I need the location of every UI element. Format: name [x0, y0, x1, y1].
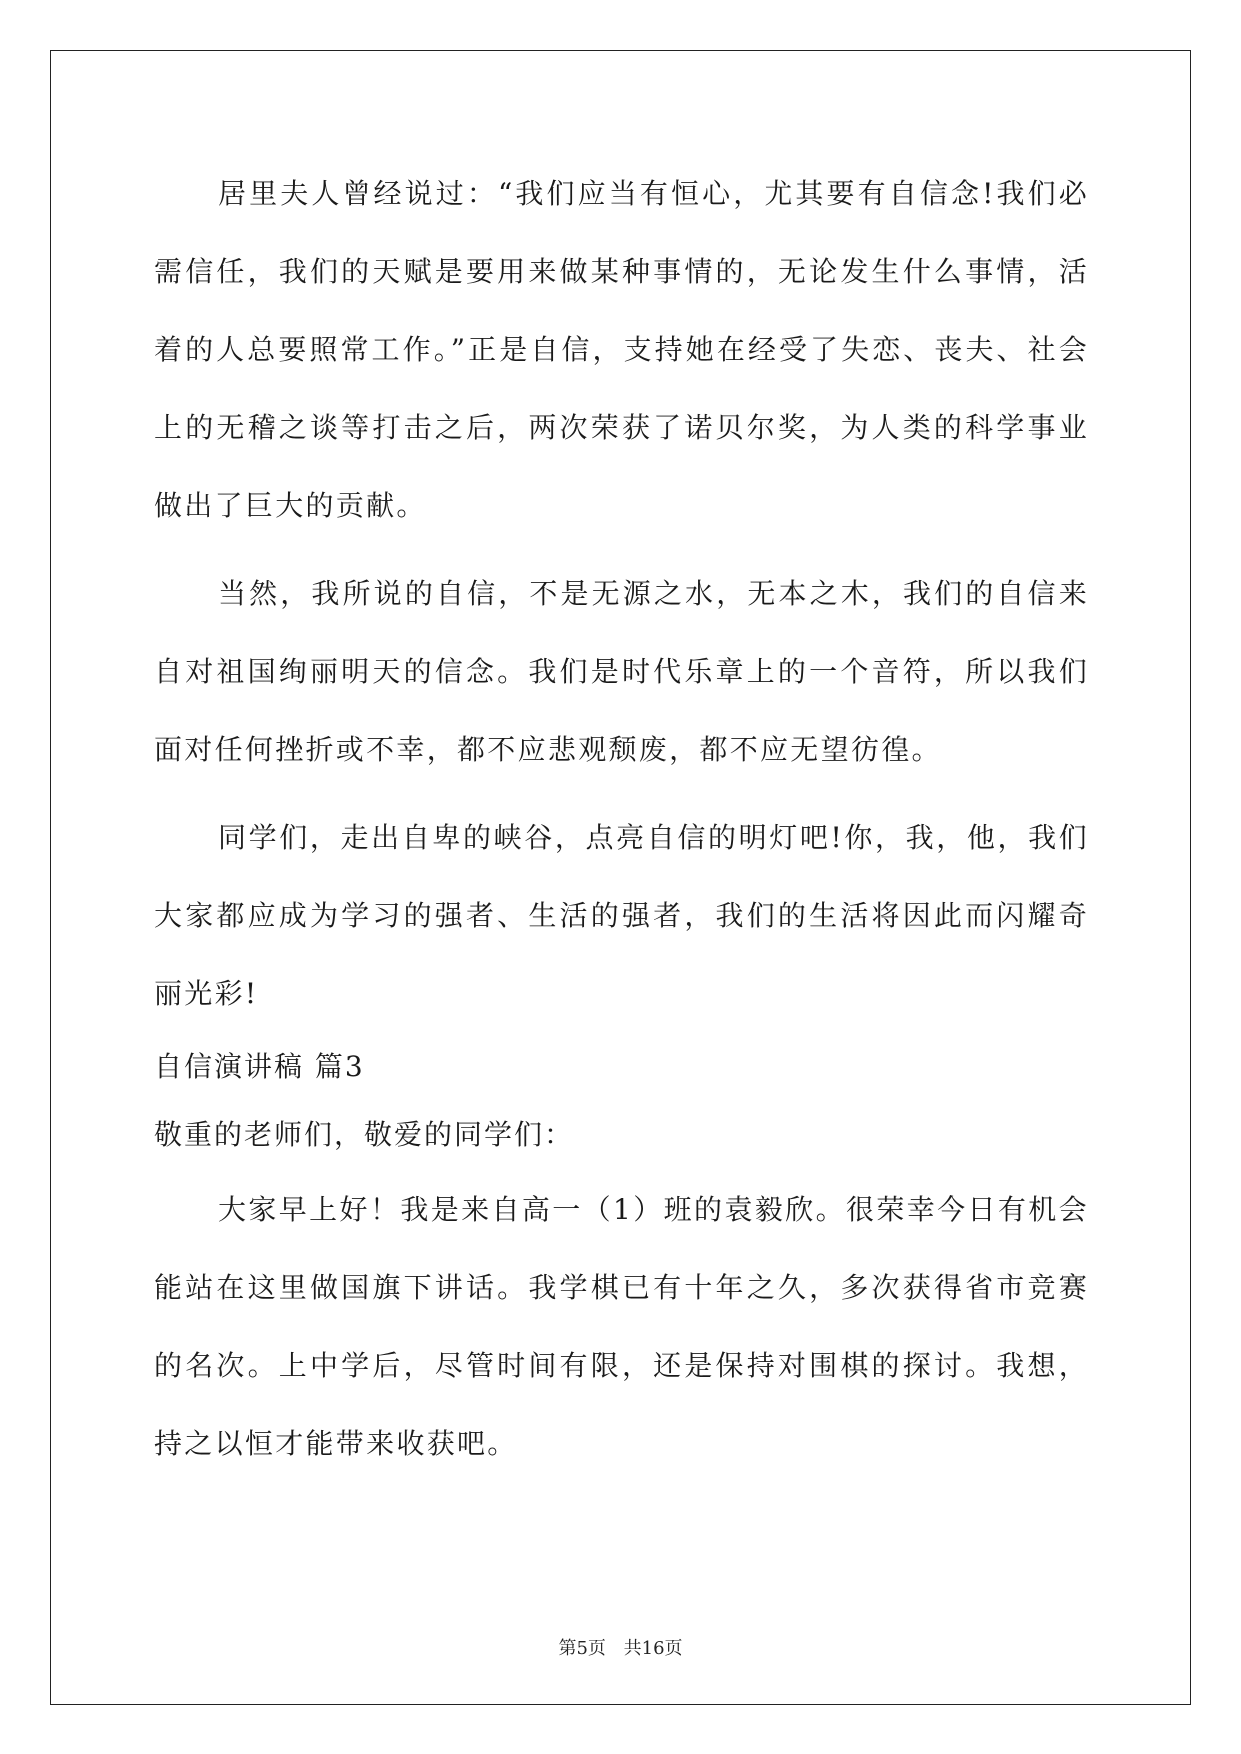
document-body [154, 155, 1089, 1483]
paragraph-call-to-action: 同学们，走出自卑的峡谷，点亮自信的明灯吧!你，我，他，我们大家都应成为学习的强者、生活的强者，我们的生活将因此而闪耀奇丽光彩! [154, 821, 1089, 1010]
page-number: 第5页 [558, 1638, 606, 1659]
paragraph-curie-quote: 居里夫人曾经说过：“我们应当有恒心，尤其要有自信念!我们必需信任，我们的天赋是要用来做某种事情的，无论发生什么事情，活着的人总要照常工作。”正是自信，支持她在经受了失恋、丧夫、社会上的无稽之谈等打击之后，两次荣获了诺贝尔奖，为人类的科学事业做出了巨大的贡献。 [154, 177, 1089, 522]
salutation: 敬重的老师们，敬爱的同学们： [154, 1118, 575, 1151]
paragraph-speech-intro: 大家早上好！我是来自高一（1）班的袁毅欣。很荣幸今日有机会能站在这里做国旗下讲话。我学棋已有十年之久，多次获得省市竞赛的名次。上中学后，尽管时间有限，还是保持对围棋的探讨。我想，持之以恒才能带来收获吧。 [154, 1193, 1089, 1460]
page-total: 共16页 [623, 1638, 683, 1659]
section-heading: 自信演讲稿 篇3 [154, 1050, 365, 1083]
page-footer [0, 1634, 1241, 1660]
paragraph-confidence-source: 当然，我所说的自信，不是无源之水，无本之木，我们的自信来自对祖国绚丽明天的信念。我们是时代乐章上的一个音符，所以我们面对任何挫折或不幸，都不应悲观颓废，都不应无望彷徨。 [154, 577, 1089, 766]
